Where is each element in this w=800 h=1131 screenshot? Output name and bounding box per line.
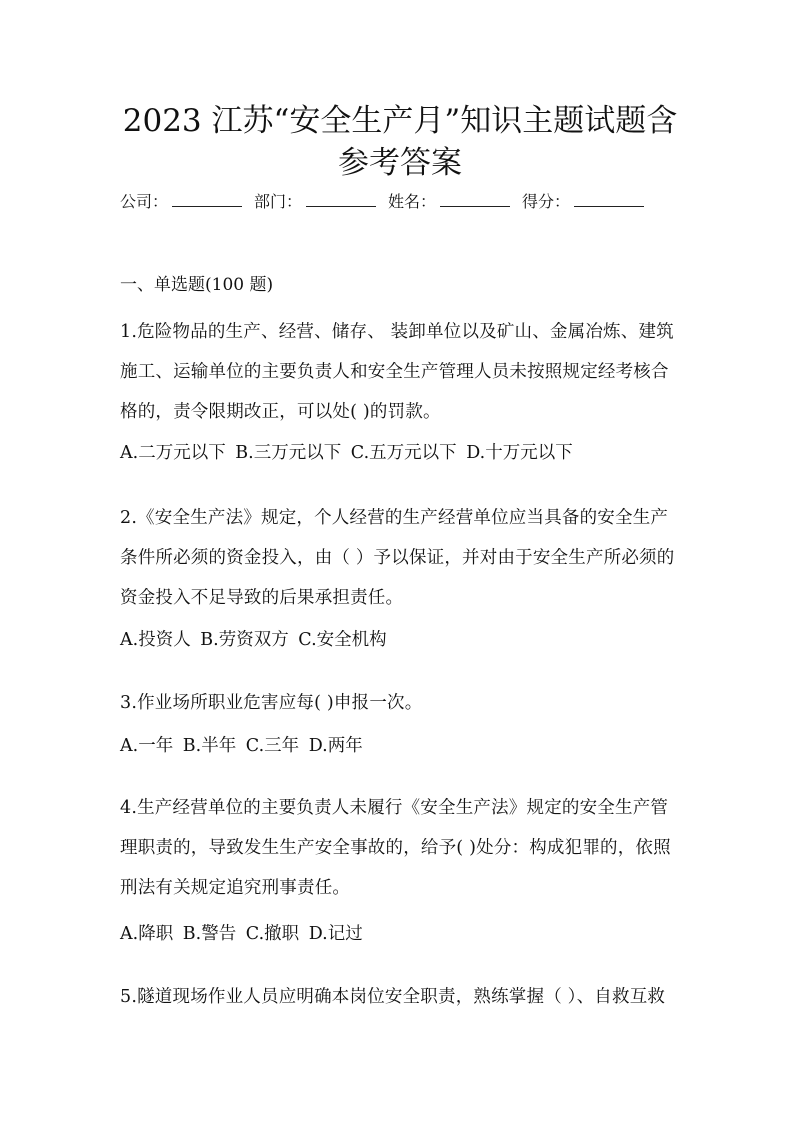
option: C.撤职 <box>245 924 300 944</box>
option: B.半年 <box>182 736 237 756</box>
option: D.记过 <box>308 924 363 944</box>
question-3-text: 3.作业场所职业危害应每( )申报一次。 <box>120 693 423 713</box>
question-4-text: 4.生产经营单位的主要负责人未履行《安全生产法》规定的安全生产管理职责的，导致发生生产安全事故的，给予( )处分：构成犯罪的，依照刑法有关规定追究刑事责任。 <box>120 798 671 898</box>
section-heading: 一、单选题(100 题) <box>120 275 274 295</box>
question-1-text: 1.危险物品的生产、经营、储存、 装卸单位以及矿山、金属冶炼、建筑施工、运输单位的主要负责人和安全生产管理人员未按照规定经考核合格的，责令限期改正，可以处( )的罚款。 <box>120 322 674 422</box>
company-blank-line[interactable] <box>172 190 242 207</box>
option: A.二万元以下 <box>120 443 226 463</box>
question-3-options <box>120 734 685 758</box>
option: A.一年 <box>120 736 174 756</box>
company-field <box>120 190 242 213</box>
question-2-options <box>120 628 685 652</box>
name-blank-line[interactable] <box>440 190 510 207</box>
document-title: 2023 江苏“安全生产月”知识主题试题含 <box>122 103 678 139</box>
option: C.五万元以下 <box>350 443 457 463</box>
option: B.三万元以下 <box>235 443 342 463</box>
score-label: 得分： <box>522 192 571 211</box>
name-field <box>388 190 510 213</box>
option: C.安全机构 <box>298 630 387 650</box>
department-field <box>254 190 376 213</box>
header-fields <box>120 190 690 213</box>
option: A.降职 <box>120 924 174 944</box>
department-blank-line[interactable] <box>306 190 376 207</box>
department-label: 部门： <box>254 192 303 211</box>
score-blank-line[interactable] <box>574 190 644 207</box>
option: C.三年 <box>245 736 300 756</box>
company-label: 公司： <box>120 192 169 211</box>
question-2-text: 2.《安全生产法》规定，个人经营的生产经营单位应当具备的安全生产条件所必须的资金投入，由（ ）予以保证，并对由于安全生产所必须的资金投入不足导致的后果承担责任。 <box>120 508 675 608</box>
question-1-options <box>120 441 685 465</box>
name-label: 姓名： <box>388 192 437 211</box>
option: A.投资人 <box>120 630 191 650</box>
score-field <box>522 190 644 213</box>
question-5-text: 5.隧道现场作业人员应明确本岗位安全职责，熟练掌握（ ）、自救互救 <box>120 987 666 1007</box>
option: B.警告 <box>182 924 237 944</box>
option: D.十万元以下 <box>466 443 573 463</box>
option: D.两年 <box>308 736 363 756</box>
document-title-line2: 参考答案 <box>338 145 462 181</box>
question-4-options <box>120 922 685 946</box>
option: B.劳资双方 <box>200 630 289 650</box>
